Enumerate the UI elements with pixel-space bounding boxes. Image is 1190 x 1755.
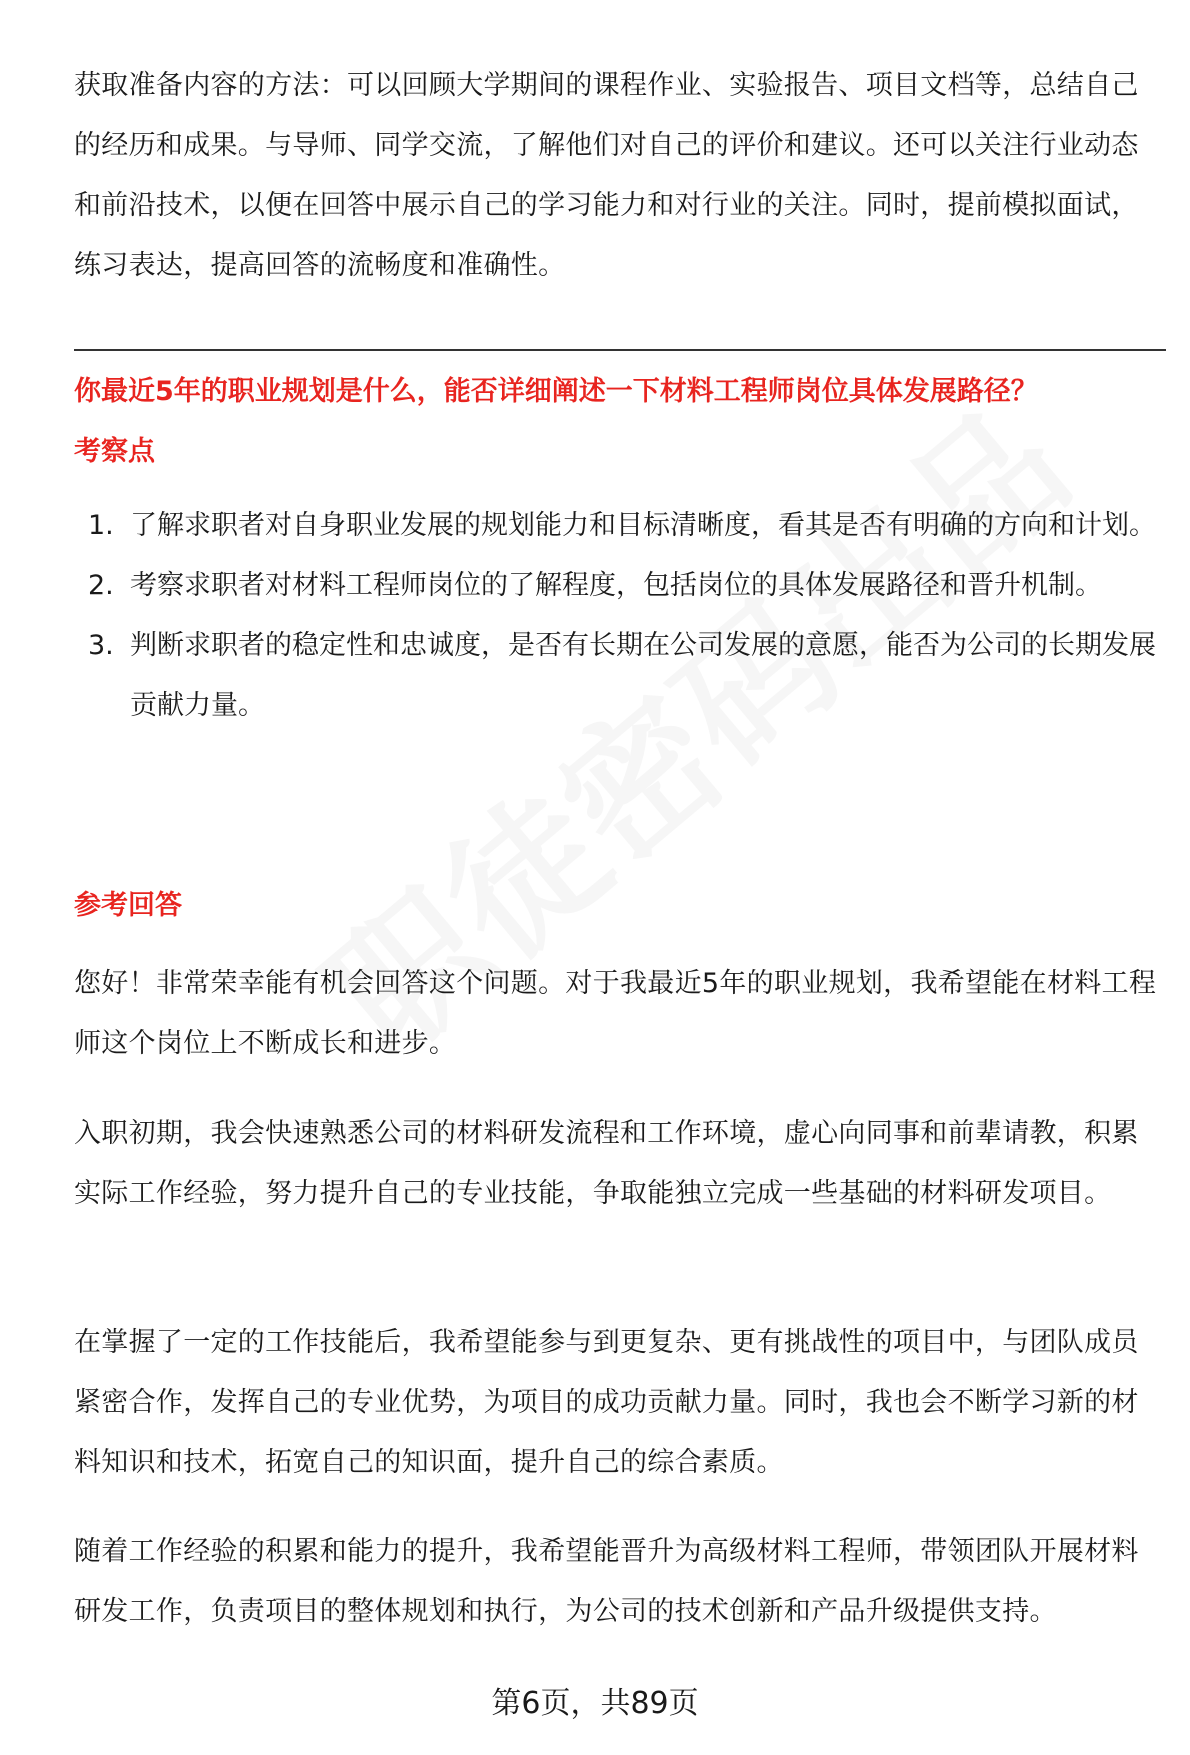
assessment-points-list — [74, 496, 1164, 736]
list-item-number: 2. — [88, 570, 114, 601]
list-item-text: 了解求职者对自身职业发展的规划能力和目标清晰度，看其是否有明确的方向和计划。 — [130, 510, 1156, 541]
question-title: 你最近5年的职业规划是什么，能否详细阐述一下材料工程师岗位具体发展路径？ — [74, 376, 1038, 407]
assessment-points-heading: 考察点 — [74, 436, 155, 467]
answer-paragraph: 您好！非常荣幸能有机会回答这个问题。对于我最近5年的职业规划，我希望能在材料工程师这个岗位上不断成长和进步。 — [74, 968, 1157, 1059]
page-number: 第6页，共89页 — [491, 1686, 699, 1721]
list-item — [74, 616, 1164, 736]
answer-paragraph: 随着工作经验的积累和能力的提升，我希望能晋升为高级材料工程师，带领团队开展材料研发工作，负责项目的整体规划和执行，为公司的技术创新和产品升级提供支持。 — [74, 1536, 1139, 1627]
answer-paragraph: 入职初期，我会快速熟悉公司的材料研发流程和工作环境，虚心向同事和前辈请教，积累实际工作经验，努力提升自己的专业技能，争取能独立完成一些基础的材料研发项目。 — [74, 1118, 1139, 1209]
intro-paragraph: 获取准备内容的方法：可以回顾大学期间的课程作业、实验报告、项目文档等，总结自己的经历和成果。与导师、同学交流，了解他们对自己的评价和建议。还可以关注行业动态和前沿技术，以便在回答中展示自己的学习能力和对行业的关注。同时，提前模拟面试，练习表达，提高回答的流畅度和准确性。 — [74, 70, 1139, 281]
list-item-number: 3. — [88, 630, 114, 661]
list-item-number: 1. — [88, 510, 114, 541]
reference-answer-heading: 参考回答 — [74, 890, 182, 921]
list-item — [74, 496, 1164, 556]
answer-paragraph: 在掌握了一定的工作技能后，我希望能参与到更复杂、更有挑战性的项目中，与团队成员紧密合作，发挥自己的专业优势，为项目的成功贡献力量。同时，我也会不断学习新的材料知识和技术，拓宽自己的知识面，提升自己的综合素质。 — [74, 1327, 1139, 1478]
section-divider — [74, 349, 1166, 351]
list-item — [74, 556, 1164, 616]
list-item-text: 考察求职者对材料工程师岗位的了解程度，包括岗位的具体发展路径和晋升机制。 — [130, 570, 1102, 601]
list-item-text: 判断求职者的稳定性和忠诚度，是否有长期在公司发展的意愿，能否为公司的长期发展贡献力量。 — [130, 630, 1156, 721]
